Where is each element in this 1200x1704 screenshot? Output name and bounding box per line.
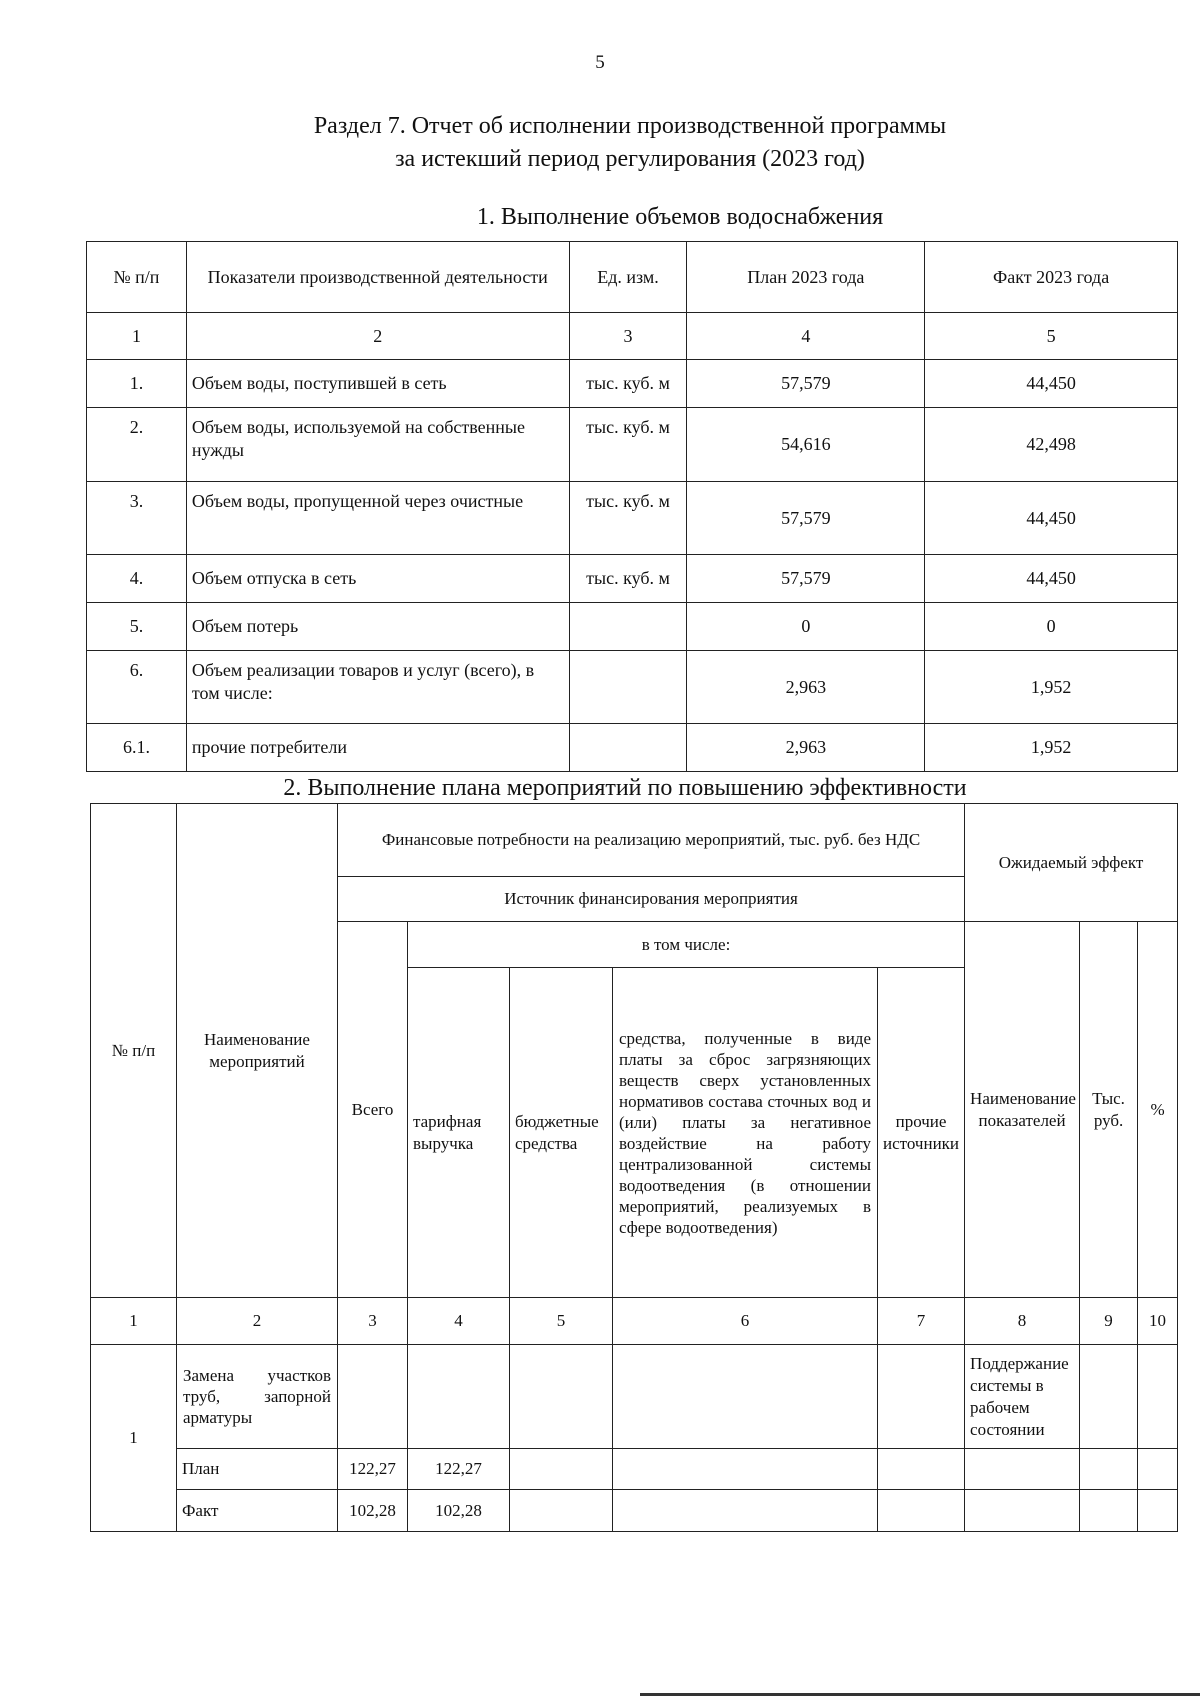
row-unit xyxy=(569,724,687,772)
table-row xyxy=(87,724,1178,772)
empty-cell xyxy=(408,1345,510,1449)
table1-colnum: 1 xyxy=(87,313,187,360)
section-title xyxy=(240,110,1020,176)
table2-colnum: 2 xyxy=(177,1298,338,1345)
row-unit: тыс. куб. м xyxy=(569,408,687,482)
row-fact: 42,498 xyxy=(925,408,1178,482)
empty-cell xyxy=(510,1490,613,1532)
row-num: 1 xyxy=(91,1345,177,1532)
table2-header-fin-needs: Финансовые потребности на реализацию мероприятий, тыс. руб. без НДС xyxy=(338,804,965,877)
row-num: 6.1. xyxy=(87,724,187,772)
row-plan: 57,579 xyxy=(687,360,925,408)
page-number: 5 xyxy=(595,52,605,73)
table1-colnum: 4 xyxy=(687,313,925,360)
table1-header-row xyxy=(87,242,1178,313)
table2-colnum: 6 xyxy=(613,1298,878,1345)
table2-colnum: 4 xyxy=(408,1298,510,1345)
table2-header-other: прочие источники xyxy=(878,968,965,1298)
fact-total: 102,28 xyxy=(338,1490,408,1532)
empty-cell xyxy=(878,1345,965,1449)
row-fact: 1,952 xyxy=(925,651,1178,724)
empty-cell xyxy=(1138,1490,1178,1532)
row-num: 2. xyxy=(87,408,187,482)
table2-header-num: № п/п xyxy=(91,804,177,1298)
row-num: 1. xyxy=(87,360,187,408)
row-fact: 44,450 xyxy=(925,360,1178,408)
empty-cell xyxy=(613,1345,878,1449)
table2-colnum: 8 xyxy=(965,1298,1080,1345)
row-unit xyxy=(569,603,687,651)
row-unit: тыс. куб. м xyxy=(569,482,687,555)
empty-cell xyxy=(878,1449,965,1490)
table-row-fact xyxy=(91,1490,1178,1532)
table1-header-plan: План 2023 года xyxy=(687,242,925,313)
table2-header-indicator: Наименование показателей xyxy=(965,922,1080,1298)
table-row xyxy=(87,651,1178,724)
table2-colnum: 7 xyxy=(878,1298,965,1345)
table2-colnum: 5 xyxy=(510,1298,613,1345)
table1-colnum: 5 xyxy=(925,313,1178,360)
table2-column-numbers-row xyxy=(91,1298,1178,1345)
plan-total: 122,27 xyxy=(338,1449,408,1490)
row-unit: тыс. куб. м xyxy=(569,360,687,408)
row-name: Замена участков труб, запорной арматуры xyxy=(177,1345,338,1449)
table1-header-indicator: Показатели производственной деятельности xyxy=(186,242,569,313)
row-plan: 54,616 xyxy=(687,408,925,482)
table2-header-fees: средства, полученные в виде платы за сброс загрязняющих веществ сверх установленных нормативов состава сточных вод и (или) платы за негативное воздействие на работу централизованной системы водоотведения (в отношении мероприятий, реализуемых в сфере водоотведения) xyxy=(613,968,878,1298)
table2-colnum: 10 xyxy=(1138,1298,1178,1345)
table2-header-including: в том числе: xyxy=(408,922,965,968)
table-row xyxy=(87,408,1178,482)
empty-cell xyxy=(613,1449,878,1490)
table2-header-tariff: тарифная выручка xyxy=(408,968,510,1298)
empty-cell xyxy=(510,1449,613,1490)
table2-header-name: Наименование мероприятий xyxy=(177,804,338,1298)
row-plan: 57,579 xyxy=(687,555,925,603)
empty-cell xyxy=(965,1490,1080,1532)
empty-cell xyxy=(1138,1345,1178,1449)
row-plan: 2,963 xyxy=(687,651,925,724)
row-num: 4. xyxy=(87,555,187,603)
row-effect: Поддержание системы в рабочем состоянии xyxy=(965,1345,1080,1449)
row-fact: 44,450 xyxy=(925,555,1178,603)
section-title-line-2: за истекший период регулирования (2023 год) xyxy=(395,146,865,172)
empty-cell xyxy=(510,1345,613,1449)
empty-cell xyxy=(965,1449,1080,1490)
row-fact: 0 xyxy=(925,603,1178,651)
fact-tariff: 102,28 xyxy=(408,1490,510,1532)
table2-header-row-1 xyxy=(91,804,1178,877)
row-name: прочие потребители xyxy=(186,724,569,772)
table2-header-budget: бюджетные средства xyxy=(510,968,613,1298)
scan-edge-line xyxy=(640,1693,1200,1696)
row-name: Объем реализации товаров и услуг (всего), в том числе: xyxy=(186,651,569,724)
water-supply-table xyxy=(86,241,1178,772)
row-plan: 57,579 xyxy=(687,482,925,555)
empty-cell xyxy=(613,1490,878,1532)
table-row xyxy=(91,1345,1178,1449)
table2-title: 2. Выполнение плана мероприятий по повышению эффективности xyxy=(283,775,967,801)
fact-label: Факт xyxy=(177,1490,338,1532)
row-num: 3. xyxy=(87,482,187,555)
table2-header-total: Всего xyxy=(338,922,408,1298)
table1-header-fact: Факт 2023 года xyxy=(925,242,1178,313)
table2-header-effect: Ожидаемый эффект xyxy=(965,804,1178,922)
row-name: Объем потерь xyxy=(186,603,569,651)
empty-cell xyxy=(1080,1490,1138,1532)
table1-header-unit: Ед. изм. xyxy=(569,242,687,313)
table2-header-thous-rub: Тыс. руб. xyxy=(1080,922,1138,1298)
row-num: 5. xyxy=(87,603,187,651)
table1-header-num: № п/п xyxy=(87,242,187,313)
empty-cell xyxy=(338,1345,408,1449)
table1-colnum: 3 xyxy=(569,313,687,360)
table2-colnum: 3 xyxy=(338,1298,408,1345)
row-name: Объем воды, используемой на собственные нужды xyxy=(186,408,569,482)
table1-colnum: 2 xyxy=(186,313,569,360)
row-name: Объем воды, пропущенной через очистные xyxy=(186,482,569,555)
row-unit xyxy=(569,651,687,724)
table-row xyxy=(87,603,1178,651)
table-row xyxy=(87,360,1178,408)
empty-cell xyxy=(1080,1345,1138,1449)
table-row xyxy=(87,482,1178,555)
empty-cell xyxy=(1080,1449,1138,1490)
efficiency-plan-table xyxy=(90,803,1178,1532)
row-fact: 1,952 xyxy=(925,724,1178,772)
empty-cell xyxy=(1138,1449,1178,1490)
table2-header-percent: % xyxy=(1138,922,1178,1298)
row-num: 6. xyxy=(87,651,187,724)
table2-header-source: Источник финансирования мероприятия xyxy=(338,877,965,922)
row-name: Объем воды, поступившей в сеть xyxy=(186,360,569,408)
table-row xyxy=(87,555,1178,603)
table-row-plan xyxy=(91,1449,1178,1490)
row-unit: тыс. куб. м xyxy=(569,555,687,603)
table1-title: 1. Выполнение объемов водоснабжения xyxy=(476,204,884,230)
table1-column-numbers-row xyxy=(87,313,1178,360)
empty-cell xyxy=(878,1490,965,1532)
row-plan: 0 xyxy=(687,603,925,651)
plan-label: План xyxy=(177,1449,338,1490)
row-fact: 44,450 xyxy=(925,482,1178,555)
plan-tariff: 122,27 xyxy=(408,1449,510,1490)
table2-colnum: 9 xyxy=(1080,1298,1138,1345)
row-plan: 2,963 xyxy=(687,724,925,772)
section-title-line-1: Раздел 7. Отчет об исполнении производственной программы xyxy=(313,113,947,139)
table2-colnum: 1 xyxy=(91,1298,177,1345)
row-name: Объем отпуска в сеть xyxy=(186,555,569,603)
